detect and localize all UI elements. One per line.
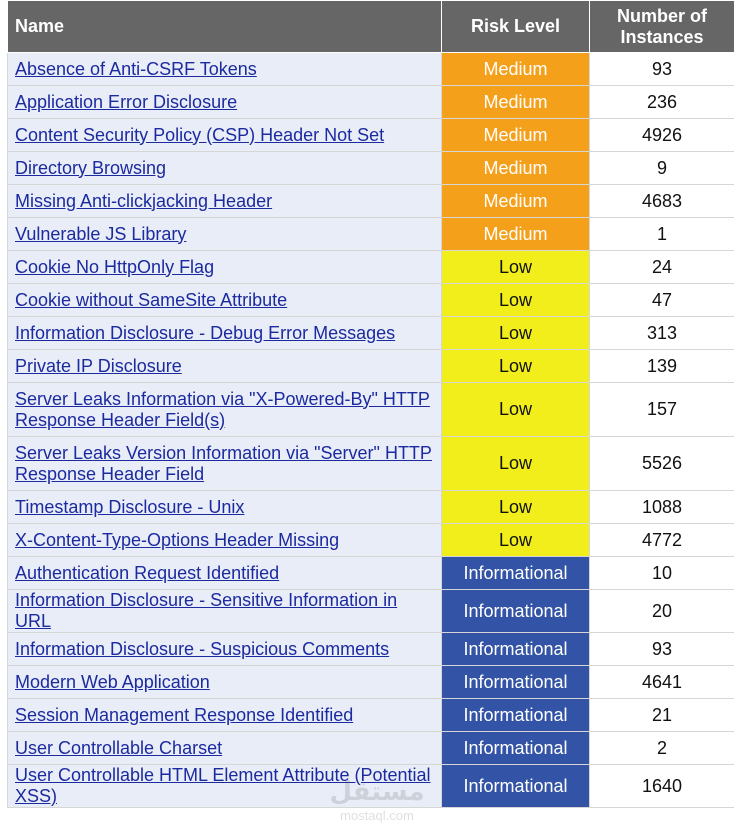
risk-level-cell: Medium (442, 53, 590, 86)
table-row (8, 557, 734, 590)
watermark-latin: mostaql.com (340, 808, 414, 823)
table-row (8, 317, 734, 350)
alert-name-link[interactable]: X-Content-Type-Options Header Missing (15, 529, 340, 550)
table-row (8, 251, 734, 284)
risk-level-cell: Low (442, 437, 590, 491)
alert-name-link[interactable]: Server Leaks Information via "X-Powered-By" HTTP Response Header Field(s) (15, 388, 430, 430)
risk-level-cell: Informational (442, 765, 590, 808)
alert-name-link[interactable]: Authentication Request Identified (15, 562, 280, 583)
risk-level-cell: Low (442, 524, 590, 557)
table-row (8, 86, 734, 119)
alert-name-link[interactable]: Information Disclosure - Suspicious Comments (15, 638, 390, 659)
instances-count-cell: 9 (590, 152, 734, 185)
table-row (8, 633, 734, 666)
alert-name-link[interactable]: Server Leaks Version Information via "Server" HTTP Response Header Field (15, 442, 432, 484)
instances-count-cell: 47 (590, 284, 734, 317)
instances-count-cell: 10 (590, 557, 734, 590)
alert-name-cell (8, 633, 442, 666)
alert-name-link[interactable]: Directory Browsing (15, 157, 167, 178)
alert-name-link[interactable]: Session Management Response Identified (15, 704, 354, 725)
column-header-instances: Number of Instances (590, 1, 734, 53)
table-row (8, 218, 734, 251)
alert-name-link[interactable]: Cookie No HttpOnly Flag (15, 256, 215, 277)
risk-level-cell: Medium (442, 152, 590, 185)
risk-level-cell: Informational (442, 633, 590, 666)
instances-count-cell: 313 (590, 317, 734, 350)
alert-name-cell (8, 732, 442, 765)
alert-name-cell (8, 284, 442, 317)
risk-level-cell: Low (442, 317, 590, 350)
alert-name-cell (8, 557, 442, 590)
risk-level-cell: Informational (442, 699, 590, 732)
instances-count-cell: 2 (590, 732, 734, 765)
instances-count-cell: 24 (590, 251, 734, 284)
alert-name-link[interactable]: User Controllable HTML Element Attribute (Potential XSS) (15, 765, 431, 806)
instances-count-cell: 4641 (590, 666, 734, 699)
risk-level-cell: Medium (442, 185, 590, 218)
alert-name-cell (8, 383, 442, 437)
table-row (8, 185, 734, 218)
table-row (8, 119, 734, 152)
alert-name-cell (8, 152, 442, 185)
table-row (8, 152, 734, 185)
alert-name-cell (8, 185, 442, 218)
instances-count-cell: 93 (590, 633, 734, 666)
risk-level-cell: Low (442, 251, 590, 284)
alert-name-cell (8, 524, 442, 557)
alert-name-link[interactable]: Modern Web Application (15, 671, 210, 692)
alert-name-link[interactable]: User Controllable Charset (15, 737, 223, 758)
alerts-table (7, 0, 734, 808)
table-row (8, 350, 734, 383)
alert-name-link[interactable]: Timestamp Disclosure - Unix (15, 496, 245, 517)
risk-level-cell: Medium (442, 86, 590, 119)
table-row (8, 491, 734, 524)
table-row (8, 590, 734, 633)
alert-name-cell (8, 218, 442, 251)
alert-name-link[interactable]: Application Error Disclosure (15, 91, 238, 112)
instances-count-cell: 93 (590, 53, 734, 86)
instances-count-cell: 21 (590, 699, 734, 732)
instances-count-cell: 236 (590, 86, 734, 119)
alert-name-cell (8, 350, 442, 383)
instances-count-cell: 4683 (590, 185, 734, 218)
alert-name-link[interactable]: Private IP Disclosure (15, 355, 182, 376)
risk-level-cell: Informational (442, 732, 590, 765)
alert-name-link[interactable]: Information Disclosure - Debug Error Messages (15, 322, 396, 343)
risk-level-cell: Medium (442, 218, 590, 251)
alert-name-cell (8, 119, 442, 152)
alert-name-link[interactable]: Absence of Anti-CSRF Tokens (15, 58, 257, 79)
table-body (8, 53, 734, 808)
alert-name-cell (8, 491, 442, 524)
instances-count-cell: 157 (590, 383, 734, 437)
table-row (8, 765, 734, 808)
column-header-name: Name (8, 1, 442, 53)
alert-name-cell (8, 86, 442, 119)
risk-level-cell: Low (442, 350, 590, 383)
risk-level-cell: Low (442, 491, 590, 524)
alert-name-link[interactable]: Missing Anti-clickjacking Header (15, 190, 273, 211)
table-header (8, 1, 734, 53)
instances-count-cell: 1640 (590, 765, 734, 808)
table-row (8, 53, 734, 86)
alert-name-cell (8, 666, 442, 699)
alert-name-link[interactable]: Information Disclosure - Sensitive Information in URL (15, 590, 398, 631)
table-row (8, 732, 734, 765)
instances-count-cell: 1 (590, 218, 734, 251)
risk-level-cell: Low (442, 383, 590, 437)
instances-count-cell: 4926 (590, 119, 734, 152)
risk-level-cell: Informational (442, 666, 590, 699)
column-header-risk-level: Risk Level (442, 1, 590, 53)
alert-name-link[interactable]: Cookie without SameSite Attribute (15, 289, 288, 310)
risk-level-cell: Low (442, 284, 590, 317)
risk-level-cell: Medium (442, 119, 590, 152)
instances-count-cell: 139 (590, 350, 734, 383)
alert-name-cell (8, 437, 442, 491)
instances-count-cell: 5526 (590, 437, 734, 491)
alert-name-link[interactable]: Vulnerable JS Library (15, 223, 187, 244)
alert-name-cell (8, 317, 442, 350)
table-row (8, 383, 734, 437)
alert-name-link[interactable]: Content Security Policy (CSP) Header Not Set (15, 124, 385, 145)
alert-name-cell (8, 699, 442, 732)
table-row (8, 284, 734, 317)
alert-name-cell (8, 765, 442, 808)
table-row (8, 699, 734, 732)
alert-name-cell (8, 251, 442, 284)
risk-level-cell: Informational (442, 557, 590, 590)
risk-level-cell: Informational (442, 590, 590, 633)
instances-count-cell: 20 (590, 590, 734, 633)
instances-count-cell: 4772 (590, 524, 734, 557)
alert-name-cell (8, 590, 442, 633)
table-row (8, 524, 734, 557)
alert-name-cell (8, 53, 442, 86)
table-row (8, 666, 734, 699)
instances-count-cell: 1088 (590, 491, 734, 524)
table-row (8, 437, 734, 491)
